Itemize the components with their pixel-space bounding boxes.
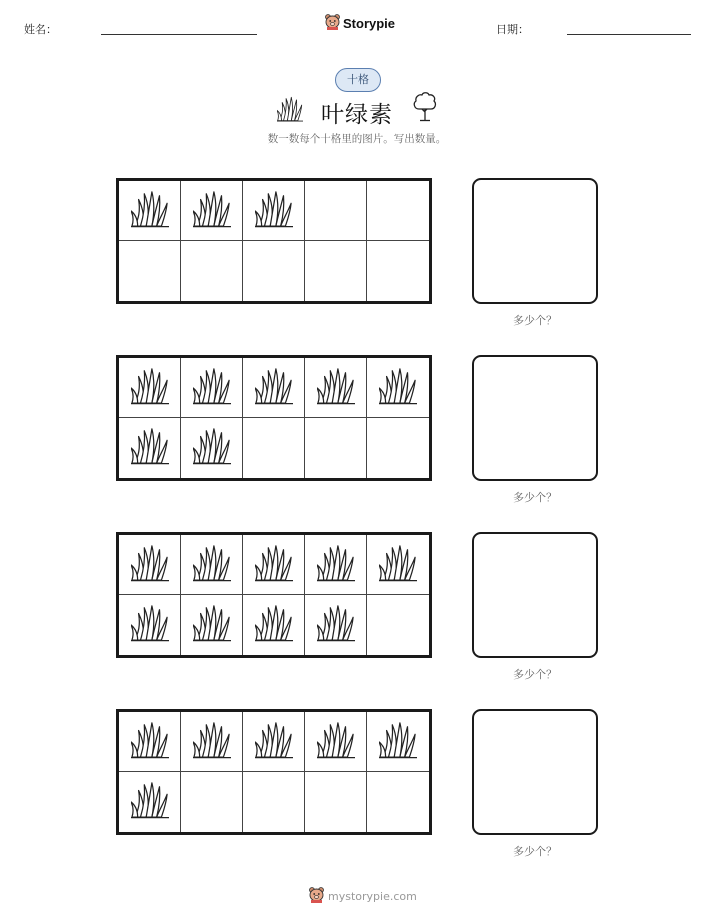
ten-frame-cell (367, 595, 429, 655)
ten-frame (116, 178, 432, 304)
how-many-label: 多少个？ (513, 314, 557, 327)
brand-name: Storypie (343, 16, 396, 31)
ten-frame-cell (181, 181, 243, 241)
grass-icon (193, 367, 231, 409)
ten-frame-cell (243, 535, 305, 595)
grass-icon (379, 367, 417, 409)
grass-icon (193, 544, 231, 586)
how-many-label: 多少个？ (513, 845, 557, 858)
brand-logo (325, 14, 395, 33)
ten-frame-cell (243, 181, 305, 241)
grass-icon (255, 604, 293, 646)
ten-frame (116, 355, 432, 481)
ten-frame-cell (305, 772, 367, 832)
ten-frame-cell (243, 595, 305, 655)
date-line[interactable] (567, 34, 691, 35)
name-line[interactable] (101, 34, 257, 35)
answer-box[interactable] (472, 532, 598, 658)
ten-frame-cell (119, 358, 181, 418)
ten-frame-cell (181, 595, 243, 655)
ten-frame-cell (181, 535, 243, 595)
grass-icon (317, 544, 355, 586)
ten-frame-cell (119, 712, 181, 772)
bear-logo-icon (325, 14, 340, 33)
grass-icon (193, 604, 231, 646)
ten-frame-cell (243, 241, 305, 301)
grass-icon (317, 367, 355, 409)
grass-icon (131, 544, 169, 586)
ten-frame-cell (305, 241, 367, 301)
ten-frame-cell (243, 418, 305, 478)
ten-frame-cell (119, 418, 181, 478)
page-title: 叶绿素 (321, 102, 393, 128)
grass-icon (193, 190, 231, 232)
ten-frame-cell (181, 241, 243, 301)
ten-frame-cell (367, 241, 429, 301)
grass-icon (131, 427, 169, 469)
ten-frame-cell (305, 418, 367, 478)
ten-frame-cell (305, 358, 367, 418)
ten-frame-cell (243, 712, 305, 772)
ten-frame-cell (243, 772, 305, 832)
grass-icon (317, 604, 355, 646)
grass-icon (255, 544, 293, 586)
ten-frame-cell (119, 772, 181, 832)
ten-frame-cell (367, 772, 429, 832)
footer-url[interactable]: mystorypie.com (328, 890, 417, 903)
grass-icon (255, 367, 293, 409)
ten-frame-cell (181, 358, 243, 418)
ten-frame-cell (367, 535, 429, 595)
ten-frame-cell (367, 181, 429, 241)
answer-box[interactable] (472, 355, 598, 481)
name-label: 姓名： (24, 23, 57, 36)
ten-frame-cell (119, 241, 181, 301)
tree-icon (411, 92, 439, 126)
grass-icon (379, 721, 417, 763)
grass-icon (255, 190, 293, 232)
ten-frame-cell (119, 181, 181, 241)
how-many-label: 多少个？ (513, 668, 557, 681)
how-many-label: 多少个？ (513, 491, 557, 504)
ten-frame-cell (181, 712, 243, 772)
ten-frame-cell (181, 772, 243, 832)
bear-logo-icon (309, 887, 324, 906)
grass-icon (193, 427, 231, 469)
grass-icon (255, 721, 293, 763)
ten-frame-cell (305, 535, 367, 595)
ten-frame (116, 709, 432, 835)
footer (309, 887, 417, 906)
ten-frame-cell (367, 418, 429, 478)
ten-frame (116, 532, 432, 658)
grass-icon (317, 721, 355, 763)
ten-frame-cell (119, 595, 181, 655)
ten-frame-cell (243, 358, 305, 418)
grass-icon (193, 721, 231, 763)
date-label: 日期： (496, 23, 529, 36)
ten-frame-cell (367, 358, 429, 418)
ten-frame-cell (305, 595, 367, 655)
ten-frame-cell (305, 181, 367, 241)
grass-icon (379, 544, 417, 586)
answer-box[interactable] (472, 178, 598, 304)
tag-badge: 十格 (335, 68, 381, 92)
answer-box[interactable] (472, 709, 598, 835)
grass-icon (131, 604, 169, 646)
grass-icon (277, 96, 303, 126)
ten-frame-cell (305, 712, 367, 772)
ten-frame-cell (367, 712, 429, 772)
grass-icon (131, 367, 169, 409)
ten-frame-cell (119, 535, 181, 595)
grass-icon (131, 190, 169, 232)
grass-icon (131, 781, 169, 823)
grass-icon (131, 721, 169, 763)
instructions: 数一数每个十格里的图片。写出数量。 (267, 133, 447, 145)
ten-frame-cell (181, 418, 243, 478)
